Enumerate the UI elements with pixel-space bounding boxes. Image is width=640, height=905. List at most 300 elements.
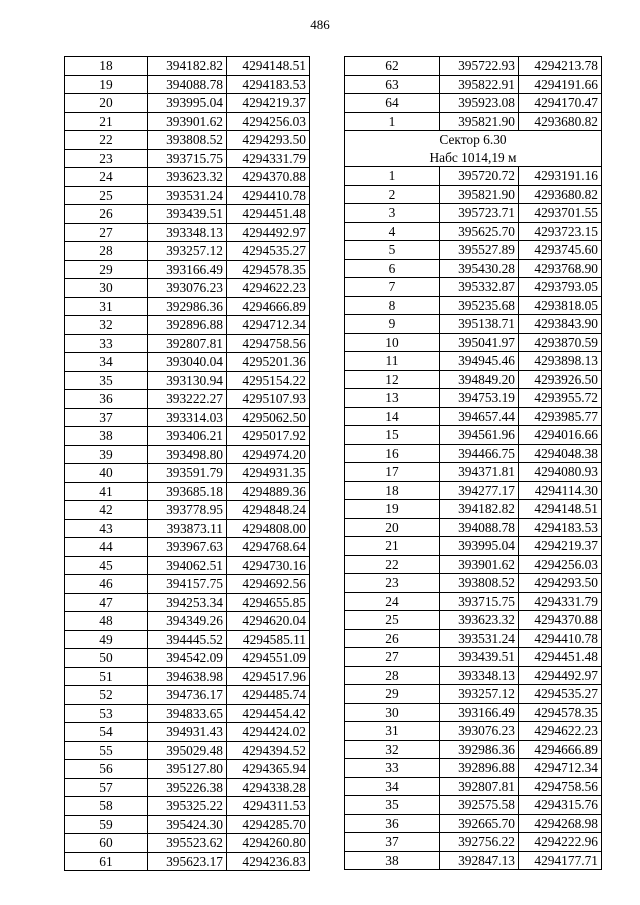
point-number: 18 bbox=[345, 481, 440, 500]
coordinate-x: 393967.63 bbox=[148, 538, 227, 557]
point-number: 62 bbox=[345, 57, 440, 76]
table-row bbox=[345, 407, 602, 426]
coordinate-x: 395923.08 bbox=[440, 94, 519, 113]
table-row bbox=[65, 667, 310, 686]
table-row bbox=[65, 242, 310, 261]
table-row bbox=[345, 555, 602, 574]
coordinate-y: 4294256.03 bbox=[227, 112, 310, 131]
coordinate-x: 393623.32 bbox=[440, 611, 519, 630]
coordinate-x: 394542.09 bbox=[148, 649, 227, 668]
coordinate-x: 393901.62 bbox=[148, 112, 227, 131]
point-number: 18 bbox=[65, 57, 148, 76]
coordinate-y: 4293680.82 bbox=[519, 112, 602, 131]
point-number: 25 bbox=[345, 611, 440, 630]
coordinate-y: 4294551.09 bbox=[227, 649, 310, 668]
table-row bbox=[65, 815, 310, 834]
coordinate-x: 395127.80 bbox=[148, 760, 227, 779]
coordinate-y: 4293926.50 bbox=[519, 370, 602, 389]
coordinate-x: 393166.49 bbox=[148, 260, 227, 279]
sector-title: Сектор 6.30 bbox=[345, 131, 602, 149]
point-number: 29 bbox=[345, 685, 440, 704]
coordinate-y: 4294622.23 bbox=[227, 279, 310, 298]
coordinate-x: 394466.75 bbox=[440, 444, 519, 463]
coordinate-y: 4294293.50 bbox=[519, 574, 602, 593]
coordinate-x: 393076.23 bbox=[148, 279, 227, 298]
point-number: 29 bbox=[65, 260, 148, 279]
coordinate-y: 4294517.96 bbox=[227, 667, 310, 686]
coordinate-y: 4294170.47 bbox=[519, 94, 602, 113]
coordinate-y: 4295154.22 bbox=[227, 371, 310, 390]
point-number: 24 bbox=[345, 592, 440, 611]
coordinate-x: 392807.81 bbox=[440, 777, 519, 796]
coordinate-x: 394736.17 bbox=[148, 686, 227, 705]
table-row bbox=[65, 538, 310, 557]
table-row bbox=[65, 723, 310, 742]
table-row bbox=[345, 315, 602, 334]
coordinate-x: 394088.78 bbox=[148, 75, 227, 94]
point-number: 7 bbox=[345, 278, 440, 297]
coordinate-y: 4295062.50 bbox=[227, 408, 310, 427]
table-row bbox=[65, 260, 310, 279]
coordinate-y: 4294808.00 bbox=[227, 519, 310, 538]
coordinate-y: 4294712.34 bbox=[227, 316, 310, 335]
coordinate-x: 395226.38 bbox=[148, 778, 227, 797]
coordinate-y: 4294485.74 bbox=[227, 686, 310, 705]
coordinate-x: 393406.21 bbox=[148, 427, 227, 446]
coordinate-x: 395623.17 bbox=[148, 852, 227, 871]
coordinate-y: 4294370.88 bbox=[227, 168, 310, 187]
point-number: 34 bbox=[345, 777, 440, 796]
coordinate-y: 4294311.53 bbox=[227, 797, 310, 816]
coordinate-x: 394371.81 bbox=[440, 463, 519, 482]
point-number: 28 bbox=[65, 242, 148, 261]
point-number: 55 bbox=[65, 741, 148, 760]
point-number: 57 bbox=[65, 778, 148, 797]
coordinate-x: 394657.44 bbox=[440, 407, 519, 426]
coordinate-y: 4293680.82 bbox=[519, 185, 602, 204]
coordinate-x: 395822.91 bbox=[440, 75, 519, 94]
coordinate-x: 395720.72 bbox=[440, 167, 519, 186]
table-row bbox=[65, 57, 310, 76]
table-row bbox=[65, 445, 310, 464]
coordinate-y: 4294578.35 bbox=[227, 260, 310, 279]
point-number: 41 bbox=[65, 482, 148, 501]
coordinate-y: 4294080.93 bbox=[519, 463, 602, 482]
table-row bbox=[65, 686, 310, 705]
coordinates-table-right-bottom bbox=[345, 167, 602, 870]
table-row bbox=[65, 612, 310, 631]
point-number: 59 bbox=[65, 815, 148, 834]
point-number: 13 bbox=[345, 389, 440, 408]
coordinate-y: 4294492.97 bbox=[227, 223, 310, 242]
coordinate-y: 4294293.50 bbox=[227, 131, 310, 150]
coordinate-y: 4293191.16 bbox=[519, 167, 602, 186]
point-number: 10 bbox=[345, 333, 440, 352]
table-row bbox=[345, 592, 602, 611]
coordinate-y: 4295017.92 bbox=[227, 427, 310, 446]
table-row bbox=[65, 741, 310, 760]
coordinate-y: 4294410.78 bbox=[519, 629, 602, 648]
coordinate-x: 393040.04 bbox=[148, 353, 227, 372]
coordinate-y: 4294622.23 bbox=[519, 722, 602, 741]
table-row bbox=[65, 149, 310, 168]
coordinate-y: 4294365.94 bbox=[227, 760, 310, 779]
point-number: 6 bbox=[345, 259, 440, 278]
coordinate-x: 393623.32 bbox=[148, 168, 227, 187]
coordinate-y: 4294692.56 bbox=[227, 575, 310, 594]
table-row bbox=[345, 537, 602, 556]
table-row bbox=[345, 629, 602, 648]
coordinate-y: 4294768.64 bbox=[227, 538, 310, 557]
coordinate-x: 392896.88 bbox=[440, 759, 519, 778]
point-number: 39 bbox=[65, 445, 148, 464]
coordinate-y: 4293898.13 bbox=[519, 352, 602, 371]
coordinate-y: 4294620.04 bbox=[227, 612, 310, 631]
coordinate-y: 4293745.60 bbox=[519, 241, 602, 260]
coordinate-x: 395041.97 bbox=[440, 333, 519, 352]
point-number: 14 bbox=[345, 407, 440, 426]
coordinate-y: 4294219.37 bbox=[227, 94, 310, 113]
coordinate-x: 393531.24 bbox=[440, 629, 519, 648]
table-row bbox=[345, 204, 602, 223]
point-number: 22 bbox=[345, 555, 440, 574]
table-row bbox=[345, 518, 602, 537]
coordinate-x: 393531.24 bbox=[148, 186, 227, 205]
coordinate-y: 4294177.71 bbox=[519, 851, 602, 870]
point-number: 60 bbox=[65, 834, 148, 853]
table-row bbox=[65, 778, 310, 797]
coordinate-y: 4294148.51 bbox=[227, 57, 310, 76]
table-row bbox=[345, 57, 602, 76]
point-number: 24 bbox=[65, 168, 148, 187]
point-number: 35 bbox=[345, 796, 440, 815]
point-number: 36 bbox=[345, 814, 440, 833]
coordinate-x: 394277.17 bbox=[440, 481, 519, 500]
table-row bbox=[345, 722, 602, 741]
coordinate-y: 4294219.37 bbox=[519, 537, 602, 556]
coordinate-y: 4293768.90 bbox=[519, 259, 602, 278]
coordinate-x: 395723.71 bbox=[440, 204, 519, 223]
page-number: 486 bbox=[310, 17, 330, 32]
coordinate-x: 394182.82 bbox=[440, 500, 519, 519]
point-number: 2 bbox=[345, 185, 440, 204]
point-number: 34 bbox=[65, 353, 148, 372]
coordinate-y: 4294410.78 bbox=[227, 186, 310, 205]
point-number: 56 bbox=[65, 760, 148, 779]
coordinate-y: 4294712.34 bbox=[519, 759, 602, 778]
coordinate-x: 394349.26 bbox=[148, 612, 227, 631]
point-number: 37 bbox=[345, 833, 440, 852]
point-number: 51 bbox=[65, 667, 148, 686]
point-number: 31 bbox=[345, 722, 440, 741]
point-number: 27 bbox=[65, 223, 148, 242]
coordinate-y: 4294394.52 bbox=[227, 741, 310, 760]
point-number: 27 bbox=[345, 648, 440, 667]
coordinate-y: 4294454.42 bbox=[227, 704, 310, 723]
coordinate-x: 395523.62 bbox=[148, 834, 227, 853]
table-row bbox=[345, 426, 602, 445]
coordinate-y: 4294338.28 bbox=[227, 778, 310, 797]
table-row bbox=[65, 353, 310, 372]
point-number: 37 bbox=[65, 408, 148, 427]
coordinate-y: 4294578.35 bbox=[519, 703, 602, 722]
table-row bbox=[345, 112, 602, 131]
coordinate-y: 4294183.53 bbox=[519, 518, 602, 537]
table-row bbox=[65, 112, 310, 131]
coordinate-x: 393130.94 bbox=[148, 371, 227, 390]
point-number: 52 bbox=[65, 686, 148, 705]
coordinate-y: 4294451.48 bbox=[519, 648, 602, 667]
coordinate-y: 4295201.36 bbox=[227, 353, 310, 372]
table-row bbox=[345, 500, 602, 519]
point-number: 63 bbox=[345, 75, 440, 94]
point-number: 4 bbox=[345, 222, 440, 241]
coordinate-y: 4294666.89 bbox=[519, 740, 602, 759]
point-number: 28 bbox=[345, 666, 440, 685]
table-row bbox=[345, 296, 602, 315]
coordinate-x: 393591.79 bbox=[148, 464, 227, 483]
coordinate-y: 4294016.66 bbox=[519, 426, 602, 445]
coordinate-y: 4294370.88 bbox=[519, 611, 602, 630]
table-row bbox=[65, 316, 310, 335]
point-number: 48 bbox=[65, 612, 148, 631]
coordinate-y: 4293843.90 bbox=[519, 315, 602, 334]
coordinate-x: 393873.11 bbox=[148, 519, 227, 538]
coordinate-x: 392986.36 bbox=[440, 740, 519, 759]
table-row bbox=[65, 408, 310, 427]
table-row bbox=[65, 297, 310, 316]
table-row bbox=[345, 481, 602, 500]
coordinate-y: 4294315.76 bbox=[519, 796, 602, 815]
coordinate-x: 394931.43 bbox=[148, 723, 227, 742]
sector-height: Набс 1014,19 м bbox=[345, 149, 602, 167]
table-row bbox=[65, 390, 310, 409]
point-number: 44 bbox=[65, 538, 148, 557]
coordinate-y: 4294889.36 bbox=[227, 482, 310, 501]
coordinate-y: 4294848.24 bbox=[227, 501, 310, 520]
coordinate-x: 393257.12 bbox=[440, 685, 519, 704]
point-number: 30 bbox=[345, 703, 440, 722]
table-row bbox=[345, 574, 602, 593]
coordinate-x: 394445.52 bbox=[148, 630, 227, 649]
point-number: 21 bbox=[65, 112, 148, 131]
point-number: 15 bbox=[345, 426, 440, 445]
point-number: 54 bbox=[65, 723, 148, 742]
coordinate-y: 4293793.05 bbox=[519, 278, 602, 297]
coordinate-y: 4294260.80 bbox=[227, 834, 310, 853]
point-number: 1 bbox=[345, 167, 440, 186]
coordinate-y: 4294535.27 bbox=[519, 685, 602, 704]
table-row bbox=[345, 685, 602, 704]
point-number: 42 bbox=[65, 501, 148, 520]
coordinate-x: 394833.65 bbox=[148, 704, 227, 723]
point-number: 58 bbox=[65, 797, 148, 816]
table-row bbox=[345, 777, 602, 796]
point-number: 45 bbox=[65, 556, 148, 575]
point-number: 20 bbox=[345, 518, 440, 537]
table-row bbox=[65, 205, 310, 224]
coordinate-x: 395821.90 bbox=[440, 112, 519, 131]
table-row bbox=[65, 279, 310, 298]
coordinates-table-left bbox=[64, 56, 310, 871]
point-number: 3 bbox=[345, 204, 440, 223]
coordinate-x: 395821.90 bbox=[440, 185, 519, 204]
point-number: 49 bbox=[65, 630, 148, 649]
table-row bbox=[65, 334, 310, 353]
coordinate-y: 4294535.27 bbox=[227, 242, 310, 261]
point-number: 26 bbox=[65, 205, 148, 224]
coordinate-y: 4294974.20 bbox=[227, 445, 310, 464]
table-row bbox=[345, 796, 602, 815]
point-number: 46 bbox=[65, 575, 148, 594]
coordinate-x: 395029.48 bbox=[148, 741, 227, 760]
table-row bbox=[65, 704, 310, 723]
coordinate-y: 4294585.11 bbox=[227, 630, 310, 649]
coordinate-y: 4294655.85 bbox=[227, 593, 310, 612]
coordinate-y: 4294256.03 bbox=[519, 555, 602, 574]
point-number: 50 bbox=[65, 649, 148, 668]
table-row bbox=[345, 333, 602, 352]
table-row bbox=[65, 75, 310, 94]
point-number: 16 bbox=[345, 444, 440, 463]
coordinate-x: 393498.80 bbox=[148, 445, 227, 464]
coordinate-x: 392896.88 bbox=[148, 316, 227, 335]
coordinate-x: 394088.78 bbox=[440, 518, 519, 537]
table-row bbox=[65, 168, 310, 187]
table-row bbox=[345, 666, 602, 685]
coordinate-x: 394849.20 bbox=[440, 370, 519, 389]
table-row bbox=[345, 352, 602, 371]
coordinate-x: 393076.23 bbox=[440, 722, 519, 741]
coordinate-y: 4294148.51 bbox=[519, 500, 602, 519]
point-number: 5 bbox=[345, 241, 440, 260]
table-row bbox=[65, 575, 310, 594]
table-row bbox=[65, 223, 310, 242]
coordinate-x: 393439.51 bbox=[148, 205, 227, 224]
coordinate-y: 4293723.15 bbox=[519, 222, 602, 241]
table-row bbox=[345, 703, 602, 722]
coordinate-y: 4293818.05 bbox=[519, 296, 602, 315]
coordinate-x: 393348.13 bbox=[148, 223, 227, 242]
coordinate-x: 392807.81 bbox=[148, 334, 227, 353]
table-row bbox=[345, 94, 602, 113]
table-row bbox=[65, 760, 310, 779]
coordinate-y: 4294331.79 bbox=[227, 149, 310, 168]
coordinate-y: 4294222.96 bbox=[519, 833, 602, 852]
coordinate-y: 4294758.56 bbox=[227, 334, 310, 353]
coordinate-x: 393166.49 bbox=[440, 703, 519, 722]
coordinate-x: 392575.58 bbox=[440, 796, 519, 815]
coordinate-x: 393808.52 bbox=[148, 131, 227, 150]
point-number: 31 bbox=[65, 297, 148, 316]
coordinate-y: 4294285.70 bbox=[227, 815, 310, 834]
point-number: 30 bbox=[65, 279, 148, 298]
coordinate-y: 4294451.48 bbox=[227, 205, 310, 224]
point-number: 1 bbox=[345, 112, 440, 131]
point-number: 25 bbox=[65, 186, 148, 205]
coordinate-x: 393808.52 bbox=[440, 574, 519, 593]
coordinate-x: 393901.62 bbox=[440, 555, 519, 574]
point-number: 23 bbox=[345, 574, 440, 593]
coordinate-x: 393314.03 bbox=[148, 408, 227, 427]
coordinate-x: 392847.13 bbox=[440, 851, 519, 870]
table-row bbox=[345, 278, 602, 297]
coordinate-x: 393995.04 bbox=[440, 537, 519, 556]
coordinate-x: 392756.22 bbox=[440, 833, 519, 852]
coordinate-x: 393222.27 bbox=[148, 390, 227, 409]
table-row bbox=[65, 186, 310, 205]
table-row bbox=[345, 740, 602, 759]
table-row bbox=[65, 630, 310, 649]
point-number: 11 bbox=[345, 352, 440, 371]
coordinate-x: 394253.34 bbox=[148, 593, 227, 612]
point-number: 43 bbox=[65, 519, 148, 538]
coordinate-x: 393715.75 bbox=[148, 149, 227, 168]
point-number: 38 bbox=[65, 427, 148, 446]
point-number: 36 bbox=[65, 390, 148, 409]
coordinate-x: 395424.30 bbox=[148, 815, 227, 834]
coordinate-y: 4294666.89 bbox=[227, 297, 310, 316]
coordinate-x: 394753.19 bbox=[440, 389, 519, 408]
coordinate-y: 4294424.02 bbox=[227, 723, 310, 742]
table-row bbox=[65, 464, 310, 483]
point-number: 53 bbox=[65, 704, 148, 723]
table-row bbox=[65, 131, 310, 150]
point-number: 12 bbox=[345, 370, 440, 389]
point-number: 21 bbox=[345, 537, 440, 556]
coordinate-x: 393348.13 bbox=[440, 666, 519, 685]
table-row bbox=[65, 427, 310, 446]
point-number: 9 bbox=[345, 315, 440, 334]
point-number: 19 bbox=[345, 500, 440, 519]
table-row bbox=[65, 649, 310, 668]
point-number: 32 bbox=[345, 740, 440, 759]
coordinate-y: 4294114.30 bbox=[519, 481, 602, 500]
table-row bbox=[65, 852, 310, 871]
table-row bbox=[345, 75, 602, 94]
coordinate-x: 393439.51 bbox=[440, 648, 519, 667]
table-row bbox=[65, 501, 310, 520]
table-row bbox=[345, 611, 602, 630]
coordinate-x: 393778.95 bbox=[148, 501, 227, 520]
coordinate-x: 394561.96 bbox=[440, 426, 519, 445]
coordinate-x: 395722.93 bbox=[440, 57, 519, 76]
coordinate-x: 394638.98 bbox=[148, 667, 227, 686]
point-number: 26 bbox=[345, 629, 440, 648]
table-row bbox=[65, 94, 310, 113]
coordinate-y: 4293870.59 bbox=[519, 333, 602, 352]
coordinate-x: 393685.18 bbox=[148, 482, 227, 501]
point-number: 32 bbox=[65, 316, 148, 335]
coordinates-table-right bbox=[344, 56, 602, 870]
point-number: 38 bbox=[345, 851, 440, 870]
coordinate-y: 4294213.78 bbox=[519, 57, 602, 76]
point-number: 22 bbox=[65, 131, 148, 150]
sector-height-row bbox=[345, 149, 602, 167]
coordinates-table-left-body bbox=[65, 57, 310, 871]
table-row bbox=[65, 797, 310, 816]
coordinate-x: 392986.36 bbox=[148, 297, 227, 316]
coordinate-x: 395430.28 bbox=[440, 259, 519, 278]
table-row bbox=[65, 556, 310, 575]
coordinate-y: 4294236.83 bbox=[227, 852, 310, 871]
coordinate-x: 393715.75 bbox=[440, 592, 519, 611]
table-row bbox=[345, 370, 602, 389]
point-number: 47 bbox=[65, 593, 148, 612]
point-number: 17 bbox=[345, 463, 440, 482]
table-row bbox=[65, 593, 310, 612]
point-number: 61 bbox=[65, 852, 148, 871]
